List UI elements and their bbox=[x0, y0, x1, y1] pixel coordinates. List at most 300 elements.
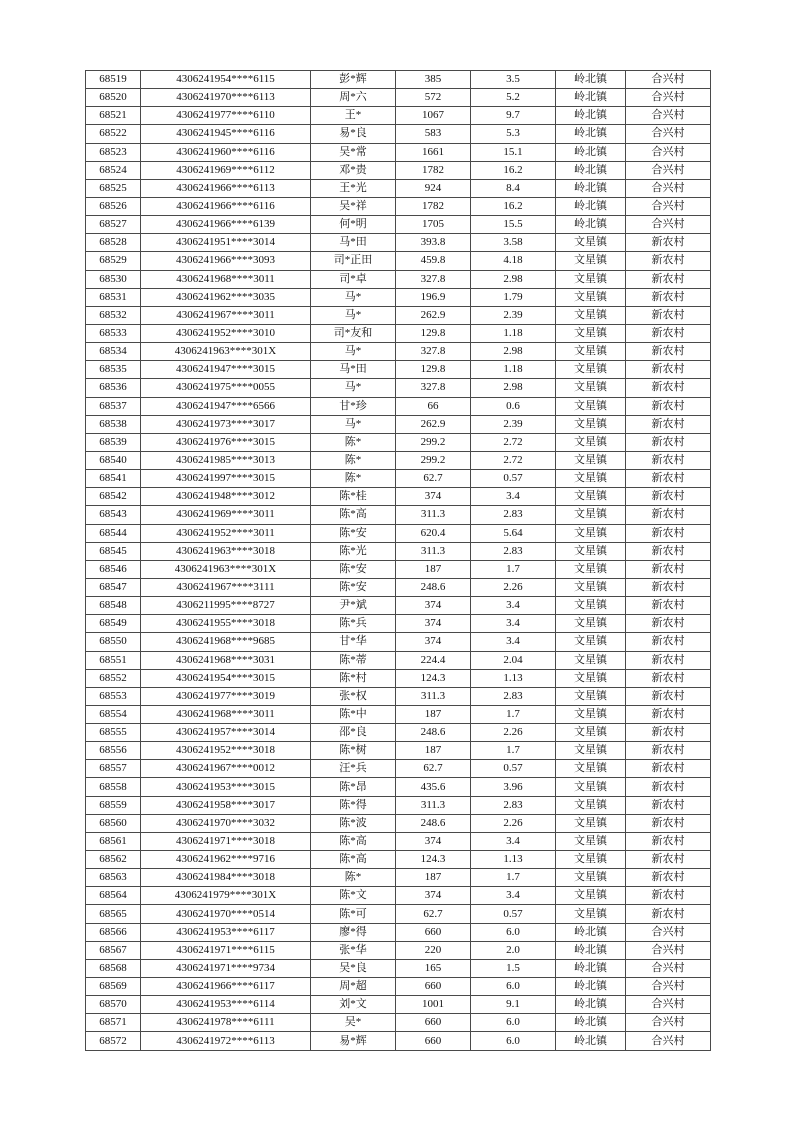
cell-seq: 68557 bbox=[86, 760, 141, 778]
table-row bbox=[86, 597, 711, 615]
cell-village: 新农村 bbox=[626, 379, 711, 397]
cell-amount: 1782 bbox=[396, 197, 471, 215]
cell-village: 新农村 bbox=[626, 742, 711, 760]
cell-name: 彭*辉 bbox=[311, 71, 396, 89]
cell-area: 2.39 bbox=[471, 415, 556, 433]
cell-amount: 248.6 bbox=[396, 814, 471, 832]
cell-village: 新农村 bbox=[626, 306, 711, 324]
cell-amount: 124.3 bbox=[396, 669, 471, 687]
cell-village: 合兴村 bbox=[626, 959, 711, 977]
table-row bbox=[86, 742, 711, 760]
cell-town: 文星镇 bbox=[556, 724, 626, 742]
cell-amount: 62.7 bbox=[396, 470, 471, 488]
cell-seq: 68572 bbox=[86, 1032, 141, 1050]
cell-town: 文星镇 bbox=[556, 615, 626, 633]
cell-town: 岭北镇 bbox=[556, 89, 626, 107]
cell-name: 马* bbox=[311, 288, 396, 306]
table-row bbox=[86, 923, 711, 941]
cell-area: 3.4 bbox=[471, 633, 556, 651]
cell-town: 文星镇 bbox=[556, 506, 626, 524]
table-row bbox=[86, 905, 711, 923]
cell-area: 2.83 bbox=[471, 796, 556, 814]
cell-name: 陈* bbox=[311, 869, 396, 887]
cell-amount: 374 bbox=[396, 633, 471, 651]
table-row bbox=[86, 778, 711, 796]
cell-village: 合兴村 bbox=[626, 71, 711, 89]
cell-amount: 187 bbox=[396, 742, 471, 760]
table-row bbox=[86, 107, 711, 125]
cell-village: 新农村 bbox=[626, 651, 711, 669]
cell-amount: 393.8 bbox=[396, 234, 471, 252]
cell-id_number: 4306241971****3018 bbox=[141, 832, 311, 850]
cell-amount: 1705 bbox=[396, 216, 471, 234]
cell-town: 文星镇 bbox=[556, 252, 626, 270]
cell-area: 2.83 bbox=[471, 506, 556, 524]
cell-area: 6.0 bbox=[471, 923, 556, 941]
cell-area: 2.39 bbox=[471, 306, 556, 324]
table-row bbox=[86, 542, 711, 560]
cell-seq: 68571 bbox=[86, 1014, 141, 1032]
table-row bbox=[86, 397, 711, 415]
cell-amount: 660 bbox=[396, 923, 471, 941]
cell-amount: 62.7 bbox=[396, 905, 471, 923]
cell-town: 文星镇 bbox=[556, 379, 626, 397]
cell-town: 文星镇 bbox=[556, 560, 626, 578]
cell-town: 文星镇 bbox=[556, 415, 626, 433]
cell-area: 4.18 bbox=[471, 252, 556, 270]
cell-name: 易*辉 bbox=[311, 1032, 396, 1050]
table-row bbox=[86, 669, 711, 687]
cell-id_number: 4306241958****3017 bbox=[141, 796, 311, 814]
cell-id_number: 4306241948****3012 bbox=[141, 488, 311, 506]
cell-seq: 68562 bbox=[86, 851, 141, 869]
cell-area: 3.4 bbox=[471, 887, 556, 905]
cell-area: 9.7 bbox=[471, 107, 556, 125]
cell-name: 陈*可 bbox=[311, 905, 396, 923]
cell-area: 2.98 bbox=[471, 379, 556, 397]
cell-id_number: 4306241967****3011 bbox=[141, 306, 311, 324]
cell-area: 2.98 bbox=[471, 270, 556, 288]
table-row bbox=[86, 524, 711, 542]
cell-seq: 68566 bbox=[86, 923, 141, 941]
table-row bbox=[86, 869, 711, 887]
cell-id_number: 4306241953****6114 bbox=[141, 996, 311, 1014]
cell-seq: 68538 bbox=[86, 415, 141, 433]
cell-id_number: 4306241945****6116 bbox=[141, 125, 311, 143]
cell-seq: 68547 bbox=[86, 578, 141, 596]
table-row bbox=[86, 1032, 711, 1050]
cell-seq: 68570 bbox=[86, 996, 141, 1014]
cell-village: 新农村 bbox=[626, 814, 711, 832]
cell-amount: 311.3 bbox=[396, 687, 471, 705]
cell-town: 文星镇 bbox=[556, 361, 626, 379]
records-table-body bbox=[86, 71, 711, 1051]
cell-amount: 385 bbox=[396, 71, 471, 89]
table-row bbox=[86, 125, 711, 143]
cell-seq: 68525 bbox=[86, 179, 141, 197]
table-row bbox=[86, 633, 711, 651]
cell-seq: 68521 bbox=[86, 107, 141, 125]
cell-area: 3.4 bbox=[471, 615, 556, 633]
cell-name: 陈*蒂 bbox=[311, 651, 396, 669]
cell-village: 新农村 bbox=[626, 343, 711, 361]
cell-amount: 129.8 bbox=[396, 324, 471, 342]
cell-area: 5.64 bbox=[471, 524, 556, 542]
cell-town: 文星镇 bbox=[556, 669, 626, 687]
cell-town: 文星镇 bbox=[556, 270, 626, 288]
table-row bbox=[86, 851, 711, 869]
table-row bbox=[86, 433, 711, 451]
cell-village: 新农村 bbox=[626, 252, 711, 270]
cell-name: 邵*良 bbox=[311, 724, 396, 742]
cell-name: 陈*安 bbox=[311, 578, 396, 596]
cell-town: 文星镇 bbox=[556, 451, 626, 469]
cell-name: 马* bbox=[311, 415, 396, 433]
cell-town: 岭北镇 bbox=[556, 107, 626, 125]
cell-town: 文星镇 bbox=[556, 597, 626, 615]
cell-village: 新农村 bbox=[626, 832, 711, 850]
cell-area: 5.2 bbox=[471, 89, 556, 107]
cell-name: 马* bbox=[311, 379, 396, 397]
cell-seq: 68565 bbox=[86, 905, 141, 923]
cell-area: 3.58 bbox=[471, 234, 556, 252]
cell-amount: 1661 bbox=[396, 143, 471, 161]
table-row bbox=[86, 143, 711, 161]
cell-amount: 262.9 bbox=[396, 306, 471, 324]
cell-village: 新农村 bbox=[626, 415, 711, 433]
cell-name: 陈*桂 bbox=[311, 488, 396, 506]
cell-id_number: 4306241954****3015 bbox=[141, 669, 311, 687]
records-table bbox=[85, 70, 711, 1051]
cell-amount: 1782 bbox=[396, 161, 471, 179]
cell-id_number: 4306241957****3014 bbox=[141, 724, 311, 742]
table-row bbox=[86, 996, 711, 1014]
cell-seq: 68561 bbox=[86, 832, 141, 850]
cell-village: 新农村 bbox=[626, 905, 711, 923]
cell-name: 陈*文 bbox=[311, 887, 396, 905]
cell-id_number: 4306241976****3015 bbox=[141, 433, 311, 451]
cell-name: 陈*村 bbox=[311, 669, 396, 687]
table-row bbox=[86, 451, 711, 469]
cell-seq: 68532 bbox=[86, 306, 141, 324]
cell-seq: 68523 bbox=[86, 143, 141, 161]
cell-name: 廖*得 bbox=[311, 923, 396, 941]
cell-id_number: 4306241967****0012 bbox=[141, 760, 311, 778]
cell-name: 马* bbox=[311, 306, 396, 324]
cell-town: 岭北镇 bbox=[556, 179, 626, 197]
cell-town: 文星镇 bbox=[556, 851, 626, 869]
cell-town: 文星镇 bbox=[556, 306, 626, 324]
cell-id_number: 4306241963****301X bbox=[141, 343, 311, 361]
cell-amount: 374 bbox=[396, 832, 471, 850]
cell-town: 文星镇 bbox=[556, 397, 626, 415]
cell-name: 尹*斌 bbox=[311, 597, 396, 615]
cell-seq: 68528 bbox=[86, 234, 141, 252]
cell-area: 16.2 bbox=[471, 161, 556, 179]
cell-name: 何*明 bbox=[311, 216, 396, 234]
cell-area: 3.96 bbox=[471, 778, 556, 796]
cell-town: 岭北镇 bbox=[556, 143, 626, 161]
cell-name: 王* bbox=[311, 107, 396, 125]
cell-village: 新农村 bbox=[626, 451, 711, 469]
cell-area: 1.5 bbox=[471, 959, 556, 977]
cell-name: 陈* bbox=[311, 433, 396, 451]
cell-seq: 68563 bbox=[86, 869, 141, 887]
cell-seq: 68568 bbox=[86, 959, 141, 977]
cell-name: 马*田 bbox=[311, 234, 396, 252]
cell-area: 1.7 bbox=[471, 705, 556, 723]
cell-area: 3.4 bbox=[471, 597, 556, 615]
cell-village: 新农村 bbox=[626, 506, 711, 524]
cell-town: 文星镇 bbox=[556, 433, 626, 451]
cell-area: 2.04 bbox=[471, 651, 556, 669]
cell-town: 文星镇 bbox=[556, 905, 626, 923]
table-row bbox=[86, 288, 711, 306]
cell-village: 新农村 bbox=[626, 470, 711, 488]
cell-village: 新农村 bbox=[626, 669, 711, 687]
cell-name: 吴*祥 bbox=[311, 197, 396, 215]
cell-seq: 68540 bbox=[86, 451, 141, 469]
table-row bbox=[86, 252, 711, 270]
cell-id_number: 4306241969****3011 bbox=[141, 506, 311, 524]
cell-amount: 327.8 bbox=[396, 379, 471, 397]
cell-village: 新农村 bbox=[626, 796, 711, 814]
cell-amount: 196.9 bbox=[396, 288, 471, 306]
cell-name: 张*权 bbox=[311, 687, 396, 705]
table-row bbox=[86, 179, 711, 197]
cell-town: 文星镇 bbox=[556, 814, 626, 832]
cell-name: 司*正田 bbox=[311, 252, 396, 270]
cell-amount: 129.8 bbox=[396, 361, 471, 379]
cell-id_number: 4306241966****6117 bbox=[141, 978, 311, 996]
cell-village: 新农村 bbox=[626, 778, 711, 796]
cell-id_number: 4306241977****6110 bbox=[141, 107, 311, 125]
cell-seq: 68537 bbox=[86, 397, 141, 415]
cell-area: 8.4 bbox=[471, 179, 556, 197]
cell-id_number: 4306241997****3015 bbox=[141, 470, 311, 488]
cell-seq: 68535 bbox=[86, 361, 141, 379]
cell-name: 陈*安 bbox=[311, 560, 396, 578]
cell-name: 易*良 bbox=[311, 125, 396, 143]
table-row bbox=[86, 887, 711, 905]
cell-amount: 327.8 bbox=[396, 343, 471, 361]
cell-id_number: 4306241977****3019 bbox=[141, 687, 311, 705]
cell-seq: 68534 bbox=[86, 343, 141, 361]
cell-name: 司*卓 bbox=[311, 270, 396, 288]
cell-village: 新农村 bbox=[626, 542, 711, 560]
cell-area: 9.1 bbox=[471, 996, 556, 1014]
cell-amount: 165 bbox=[396, 959, 471, 977]
cell-id_number: 4306241972****6113 bbox=[141, 1032, 311, 1050]
cell-amount: 435.6 bbox=[396, 778, 471, 796]
cell-name: 吴*良 bbox=[311, 959, 396, 977]
cell-area: 0.57 bbox=[471, 905, 556, 923]
cell-area: 3.5 bbox=[471, 71, 556, 89]
cell-id_number: 4306241985****3013 bbox=[141, 451, 311, 469]
cell-area: 3.4 bbox=[471, 488, 556, 506]
table-row bbox=[86, 705, 711, 723]
cell-amount: 374 bbox=[396, 488, 471, 506]
table-row bbox=[86, 560, 711, 578]
table-row bbox=[86, 234, 711, 252]
table-row bbox=[86, 379, 711, 397]
cell-name: 陈* bbox=[311, 451, 396, 469]
cell-amount: 311.3 bbox=[396, 796, 471, 814]
cell-id_number: 4306241966****6139 bbox=[141, 216, 311, 234]
table-row bbox=[86, 651, 711, 669]
cell-amount: 374 bbox=[396, 597, 471, 615]
cell-seq: 68533 bbox=[86, 324, 141, 342]
cell-seq: 68550 bbox=[86, 633, 141, 651]
cell-id_number: 4306241962****3035 bbox=[141, 288, 311, 306]
cell-area: 2.26 bbox=[471, 814, 556, 832]
cell-town: 文星镇 bbox=[556, 869, 626, 887]
cell-seq: 68530 bbox=[86, 270, 141, 288]
cell-area: 15.5 bbox=[471, 216, 556, 234]
cell-area: 2.83 bbox=[471, 687, 556, 705]
cell-name: 马*田 bbox=[311, 361, 396, 379]
cell-village: 新农村 bbox=[626, 397, 711, 415]
cell-village: 新农村 bbox=[626, 869, 711, 887]
cell-id_number: 4306241963****301X bbox=[141, 560, 311, 578]
cell-id_number: 4306241955****3018 bbox=[141, 615, 311, 633]
cell-name: 吴*常 bbox=[311, 143, 396, 161]
cell-name: 陈*光 bbox=[311, 542, 396, 560]
cell-name: 陈*高 bbox=[311, 506, 396, 524]
cell-name: 刘*文 bbox=[311, 996, 396, 1014]
table-row bbox=[86, 470, 711, 488]
cell-area: 2.26 bbox=[471, 724, 556, 742]
cell-seq: 68520 bbox=[86, 89, 141, 107]
cell-area: 1.18 bbox=[471, 324, 556, 342]
cell-town: 文星镇 bbox=[556, 343, 626, 361]
cell-id_number: 4306241953****3015 bbox=[141, 778, 311, 796]
cell-id_number: 4306241954****6115 bbox=[141, 71, 311, 89]
cell-seq: 68539 bbox=[86, 433, 141, 451]
cell-id_number: 4306241969****6112 bbox=[141, 161, 311, 179]
cell-town: 岭北镇 bbox=[556, 1032, 626, 1050]
cell-id_number: 4306241947****3015 bbox=[141, 361, 311, 379]
cell-amount: 374 bbox=[396, 615, 471, 633]
cell-name: 周*超 bbox=[311, 978, 396, 996]
cell-town: 文星镇 bbox=[556, 524, 626, 542]
table-row bbox=[86, 978, 711, 996]
cell-town: 文星镇 bbox=[556, 324, 626, 342]
cell-village: 新农村 bbox=[626, 615, 711, 633]
cell-seq: 68555 bbox=[86, 724, 141, 742]
cell-seq: 68569 bbox=[86, 978, 141, 996]
cell-amount: 459.8 bbox=[396, 252, 471, 270]
table-row bbox=[86, 724, 711, 742]
cell-town: 岭北镇 bbox=[556, 1014, 626, 1032]
cell-seq: 68549 bbox=[86, 615, 141, 633]
cell-town: 岭北镇 bbox=[556, 197, 626, 215]
cell-id_number: 4306241963****3018 bbox=[141, 542, 311, 560]
cell-village: 合兴村 bbox=[626, 161, 711, 179]
cell-name: 陈*兵 bbox=[311, 615, 396, 633]
cell-area: 1.7 bbox=[471, 869, 556, 887]
table-row bbox=[86, 270, 711, 288]
table-row bbox=[86, 814, 711, 832]
cell-village: 合兴村 bbox=[626, 89, 711, 107]
cell-seq: 68546 bbox=[86, 560, 141, 578]
cell-amount: 327.8 bbox=[396, 270, 471, 288]
cell-seq: 68526 bbox=[86, 197, 141, 215]
cell-id_number: 4306241968****9685 bbox=[141, 633, 311, 651]
cell-area: 0.57 bbox=[471, 760, 556, 778]
cell-area: 1.13 bbox=[471, 669, 556, 687]
cell-town: 文星镇 bbox=[556, 687, 626, 705]
cell-seq: 68556 bbox=[86, 742, 141, 760]
cell-amount: 572 bbox=[396, 89, 471, 107]
cell-seq: 68560 bbox=[86, 814, 141, 832]
cell-id_number: 4306241952****3010 bbox=[141, 324, 311, 342]
cell-town: 文星镇 bbox=[556, 542, 626, 560]
cell-amount: 660 bbox=[396, 978, 471, 996]
cell-area: 2.98 bbox=[471, 343, 556, 361]
table-row bbox=[86, 832, 711, 850]
cell-id_number: 4306241973****3017 bbox=[141, 415, 311, 433]
cell-town: 文星镇 bbox=[556, 887, 626, 905]
cell-area: 1.7 bbox=[471, 742, 556, 760]
cell-id_number: 4306241975****0055 bbox=[141, 379, 311, 397]
cell-name: 陈* bbox=[311, 470, 396, 488]
cell-seq: 68522 bbox=[86, 125, 141, 143]
cell-id_number: 4306241952****3011 bbox=[141, 524, 311, 542]
table-row bbox=[86, 324, 711, 342]
cell-id_number: 4306241967****3111 bbox=[141, 578, 311, 596]
cell-amount: 299.2 bbox=[396, 433, 471, 451]
cell-town: 文星镇 bbox=[556, 832, 626, 850]
cell-town: 岭北镇 bbox=[556, 923, 626, 941]
cell-seq: 68564 bbox=[86, 887, 141, 905]
cell-amount: 248.6 bbox=[396, 578, 471, 596]
cell-amount: 620.4 bbox=[396, 524, 471, 542]
cell-area: 2.72 bbox=[471, 451, 556, 469]
cell-town: 文星镇 bbox=[556, 742, 626, 760]
table-row bbox=[86, 361, 711, 379]
cell-amount: 124.3 bbox=[396, 851, 471, 869]
cell-seq: 68559 bbox=[86, 796, 141, 814]
cell-town: 岭北镇 bbox=[556, 125, 626, 143]
cell-village: 合兴村 bbox=[626, 1014, 711, 1032]
cell-id_number: 4306241971****9734 bbox=[141, 959, 311, 977]
cell-village: 合兴村 bbox=[626, 941, 711, 959]
cell-seq: 68536 bbox=[86, 379, 141, 397]
cell-town: 岭北镇 bbox=[556, 996, 626, 1014]
cell-amount: 187 bbox=[396, 869, 471, 887]
cell-seq: 68531 bbox=[86, 288, 141, 306]
cell-amount: 66 bbox=[396, 397, 471, 415]
cell-area: 0.57 bbox=[471, 470, 556, 488]
cell-village: 新农村 bbox=[626, 488, 711, 506]
table-row bbox=[86, 216, 711, 234]
cell-village: 合兴村 bbox=[626, 923, 711, 941]
cell-name: 陈*波 bbox=[311, 814, 396, 832]
table-row bbox=[86, 488, 711, 506]
cell-town: 文星镇 bbox=[556, 488, 626, 506]
cell-id_number: 4306241960****6116 bbox=[141, 143, 311, 161]
cell-name: 陈*昂 bbox=[311, 778, 396, 796]
cell-town: 文星镇 bbox=[556, 578, 626, 596]
cell-village: 新农村 bbox=[626, 705, 711, 723]
cell-seq: 68542 bbox=[86, 488, 141, 506]
table-row bbox=[86, 687, 711, 705]
cell-id_number: 4306241970****3032 bbox=[141, 814, 311, 832]
cell-area: 5.3 bbox=[471, 125, 556, 143]
table-row bbox=[86, 578, 711, 596]
cell-town: 岭北镇 bbox=[556, 978, 626, 996]
